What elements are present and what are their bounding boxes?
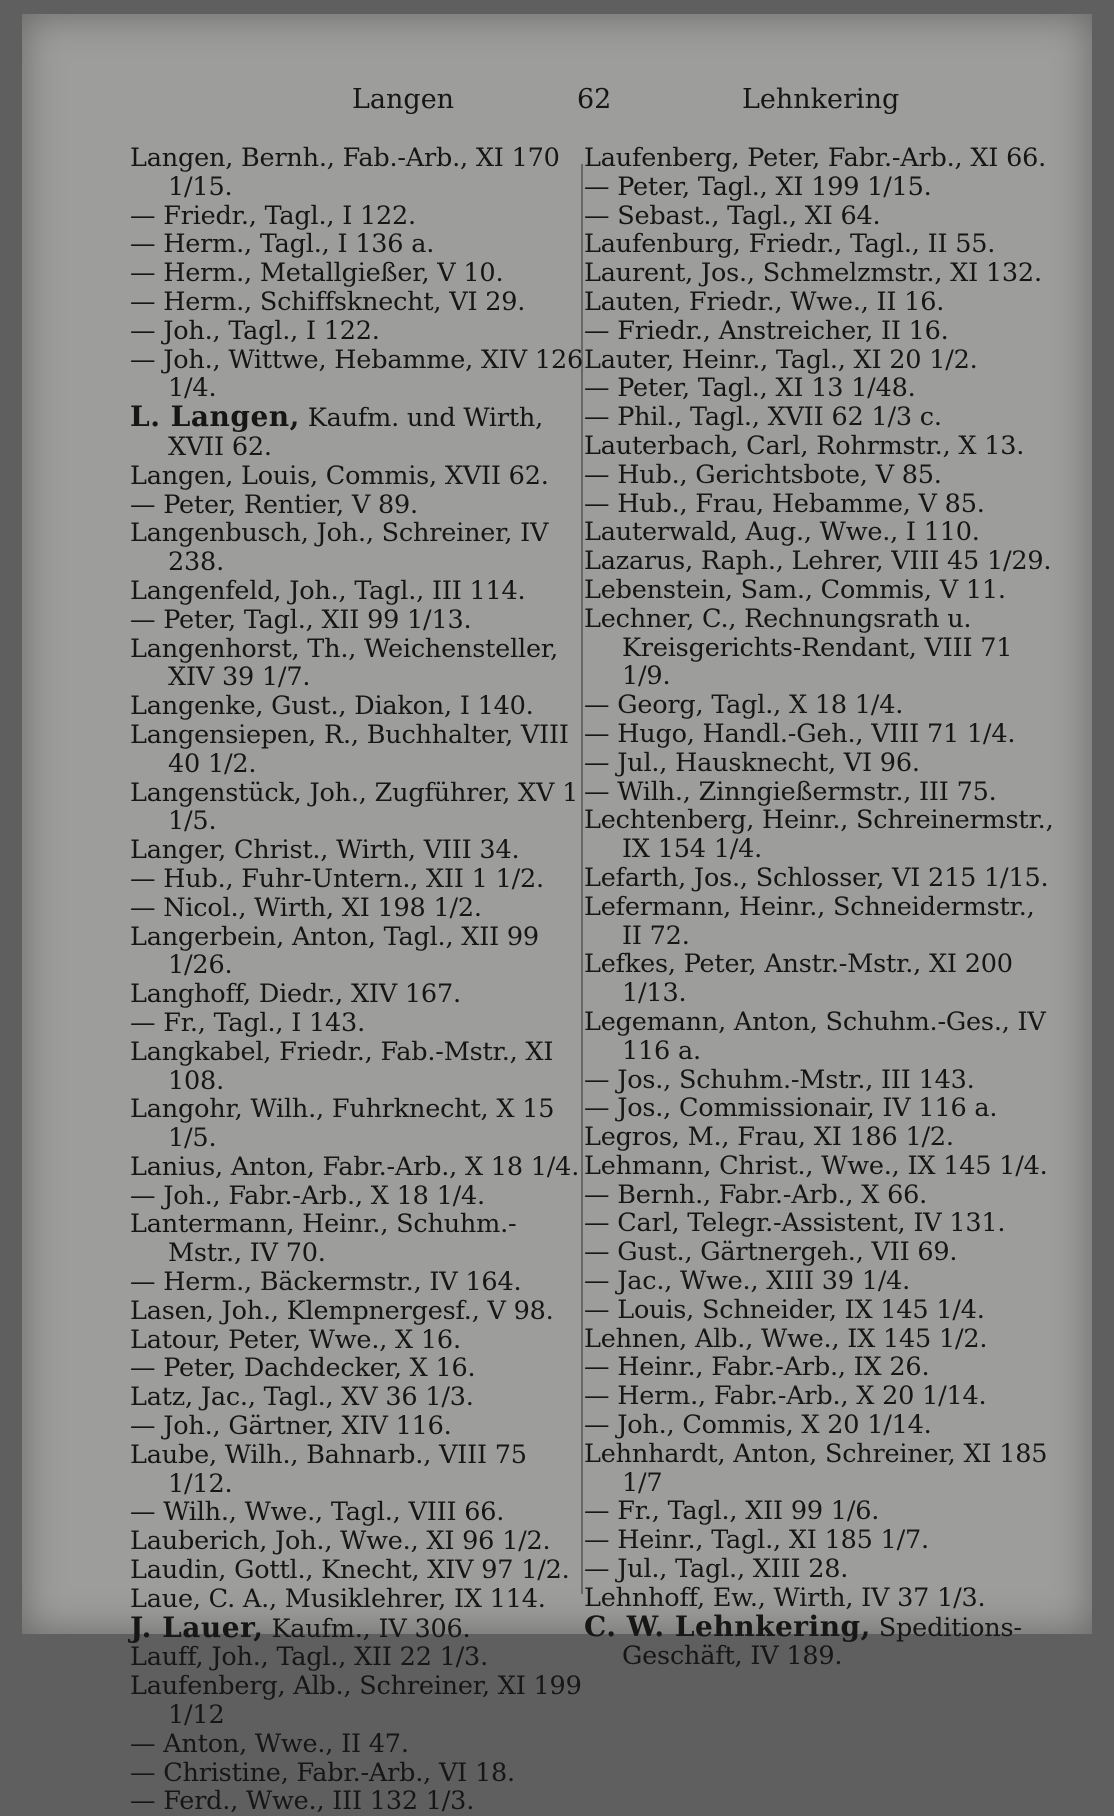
- directory-entry: — Joh., Gärtner, XIV 116.: [130, 1411, 452, 1442]
- directory-entry: — Sebast., Tagl., XI 64.: [584, 200, 881, 231]
- directory-entry: Lauff, Joh., Tagl., XII 22 1/3.: [130, 1642, 488, 1673]
- directory-entry: — Hub., Frau, Hebamme, V 85.: [584, 488, 985, 519]
- entry-rest: Speditions-Geschäft, IV 189.: [622, 1612, 1022, 1672]
- directory-entry: — Bernh., Fabr.-Arb., X 66.: [584, 1179, 928, 1210]
- entry-bold-name: J. Lauer,: [130, 1610, 264, 1644]
- directory-entry: — Christine, Fabr.-Arb., VI 18.: [130, 1757, 515, 1788]
- directory-entry: Legemann, Anton, Schuhm.-Ges., IV 116 a.: [584, 1006, 1046, 1066]
- directory-entry: Laufenberg, Alb., Schreiner, XI 199 1/12: [130, 1671, 582, 1731]
- directory-entry: Langerbein, Anton, Tagl., XII 99 1/26.: [130, 921, 539, 981]
- directory-entry: — Jac., Wwe., XIII 39 1/4.: [584, 1266, 911, 1297]
- directory-entry: — Fr., Tagl., I 143.: [130, 1007, 365, 1038]
- directory-entry: [130, 400, 590, 462]
- directory-entry: — Heinr., Fabr.-Arb., IX 26.: [584, 1352, 930, 1383]
- directory-entry: Langen, Bernh., Fab.-Arb., XI 170 1/15.: [130, 143, 560, 202]
- directory-entry: Lauterbach, Carl, Rohrmstr., X 13.: [584, 430, 1025, 461]
- directory-entry: — Jul., Tagl., XIII 28.: [584, 1554, 849, 1585]
- directory-entry: [584, 1609, 1054, 1672]
- directory-entry: Laurent, Jos., Schmelzmstr., XI 132.: [584, 258, 1042, 289]
- directory-entry: Langer, Christ., Wirth, VIII 34.: [130, 835, 520, 866]
- entry-rest: Kaufm. und Wirth, XVII 62.: [168, 403, 544, 462]
- directory-entry: — Jos., Commissionair, IV 116 a.: [584, 1093, 998, 1124]
- directory-entry: Lefkes, Peter, Anstr.-Mstr., XI 200 1/13.: [584, 949, 1013, 1009]
- header-left-keyword: Langen: [352, 84, 455, 115]
- directory-entry: Lechner, C., Rechnungsrath u. Kreisgerichts-Rendant, VIII 71 1/9.: [584, 603, 1013, 692]
- directory-entry: — Peter, Tagl., XII 99 1/13.: [130, 604, 472, 635]
- directory-entry: — Herm., Metallgießer, V 10.: [130, 258, 504, 289]
- directory-entry: Lauten, Friedr., Wwe., II 16.: [584, 286, 945, 317]
- directory-entry: — Friedr., Anstreicher, II 16.: [584, 315, 949, 346]
- directory-entry: — Louis, Schneider, IX 145 1/4.: [584, 1294, 985, 1325]
- directory-entry: Laue, C. A., Musiklehrer, IX 114.: [130, 1583, 546, 1614]
- directory-entry: — Joh., Fabr.-Arb., X 18 1/4.: [130, 1180, 485, 1211]
- directory-entry: — Anton, Wwe., II 47.: [130, 1728, 409, 1759]
- directory-entry: Langohr, Wilh., Fuhrknecht, X 15 1/5.: [130, 1094, 555, 1154]
- directory-entry: Lanius, Anton, Fabr.-Arb., X 18 1/4.: [130, 1151, 580, 1182]
- directory-entry: — Joh., Commis, X 20 1/14.: [584, 1410, 932, 1441]
- header-right-keyword: Lehnkering: [742, 84, 900, 115]
- directory-entry: Laufenberg, Peter, Fabr.-Arb., XI 66.: [584, 143, 1047, 173]
- directory-entry: Lehnhardt, Anton, Schreiner, XI 185 1/7: [584, 1438, 1048, 1498]
- entry-bold-name: C. W. Lehnkering,: [584, 1609, 871, 1643]
- directory-entry: — Fr., Tagl., XII 99 1/6.: [584, 1496, 880, 1527]
- directory-entry: Lasen, Joh., Klempnergesf., V 98.: [130, 1295, 554, 1326]
- directory-entry: Langenstück, Joh., Zugführer, XV 1 1/5.: [130, 777, 579, 837]
- directory-entry: Langenke, Gust., Diakon, I 140.: [130, 691, 534, 722]
- directory-entry: — Jul., Hausknecht, VI 96.: [584, 747, 920, 778]
- directory-entry: — Herm., Tagl., I 136 a.: [130, 229, 435, 260]
- directory-entry: Lehnhoff, Ew., Wirth, IV 37 1/3.: [584, 1582, 986, 1613]
- directory-entry: — Wilh., Wwe., Tagl., VIII 66.: [130, 1497, 505, 1528]
- entry-bold-name: L. Langen,: [130, 400, 300, 434]
- directory-entry: — Jos., Schuhm.-Mstr., III 143.: [584, 1064, 975, 1095]
- directory-entry: Langenfeld, Joh., Tagl., III 114.: [130, 575, 526, 606]
- directory-entry: — Friedr., Tagl., I 122.: [130, 200, 416, 231]
- directory-entry: Latz, Jac., Tagl., XV 36 1/3.: [130, 1382, 474, 1413]
- directory-entry: — Hugo, Handl.-Geh., VIII 71 1/4.: [584, 718, 1016, 749]
- directory-entry: Laube, Wilh., Bahnarb., VIII 75 1/12.: [130, 1439, 527, 1499]
- directory-entry: — Herm., Bäckermstr., IV 164.: [130, 1267, 522, 1298]
- directory-entry: Langhoff, Diedr., XIV 167.: [130, 979, 461, 1010]
- directory-entry: Lehnen, Alb., Wwe., IX 145 1/2.: [584, 1323, 988, 1354]
- directory-entry: — Ferd., Wwe., III 132 1/3.: [130, 1786, 475, 1816]
- directory-entry: — Hub., Fuhr-Untern., XII 1 1/2.: [130, 863, 544, 894]
- directory-entry: Laufenburg, Friedr., Tagl., II 55.: [584, 229, 996, 260]
- directory-entry: [130, 1610, 590, 1644]
- directory-entry: Lefarth, Jos., Schlosser, VI 215 1/15.: [584, 862, 1049, 893]
- directory-entry: Lebenstein, Sam., Commis, V 11.: [584, 574, 1006, 605]
- directory-entry: — Nicol., Wirth, XI 198 1/2.: [130, 892, 482, 923]
- directory-entry: Laudin, Gottl., Knecht, XIV 97 1/2.: [130, 1555, 570, 1586]
- directory-entry: Lefermann, Heinr., Schneidermstr., II 72.: [584, 891, 1035, 951]
- directory-entry: — Georg, Tagl., X 18 1/4.: [584, 690, 904, 721]
- left-column: [130, 144, 590, 1816]
- directory-entry: — Hub., Gerichtsbote, V 85.: [584, 459, 942, 490]
- directory-entry: Lazarus, Raph., Lehrer, VIII 45 1/29.: [584, 546, 1052, 577]
- directory-entry: — Peter, Rentier, V 89.: [130, 489, 418, 520]
- directory-entry: — Wilh., Zinngießermstr., III 75.: [584, 776, 997, 807]
- directory-entry: Langenbusch, Joh., Schreiner, IV 238.: [130, 518, 549, 578]
- directory-entry: — Peter, Tagl., XI 13 1/48.: [584, 373, 916, 404]
- directory-page: [22, 14, 1092, 1816]
- page-header: [22, 84, 1092, 134]
- directory-entry: Latour, Peter, Wwe., X 16.: [130, 1324, 461, 1355]
- directory-entry: — Gust., Gärtnergeh., VII 69.: [584, 1237, 958, 1268]
- right-column: [584, 144, 1054, 1671]
- directory-entry: Lauterwald, Aug., Wwe., I 110.: [584, 517, 980, 548]
- directory-entry: Langkabel, Friedr., Fab.-Mstr., XI 108.: [130, 1036, 554, 1096]
- directory-entry: — Joh., Tagl., I 122.: [130, 315, 380, 346]
- directory-entry: Lantermann, Heinr., Schuhm.-Mstr., IV 70.: [130, 1209, 517, 1269]
- directory-entry: Lauter, Heinr., Tagl., XI 20 1/2.: [584, 344, 978, 375]
- page-number: 62: [577, 84, 612, 115]
- directory-entry: Langen, Louis, Commis, XVII 62.: [130, 460, 549, 491]
- entry-rest: Kaufm., IV 306.: [263, 1613, 471, 1644]
- directory-entry: — Herm., Fabr.-Arb., X 20 1/14.: [584, 1381, 987, 1412]
- directory-entry: Lauberich, Joh., Wwe., XI 96 1/2.: [130, 1526, 551, 1557]
- directory-entry: Lechtenberg, Heinr., Schreinermstr., IX 154 1/4.: [584, 805, 1054, 865]
- directory-entry: Langenhorst, Th., Weichensteller, XIV 39 1/7.: [130, 633, 558, 693]
- directory-entry: Legros, M., Frau, XI 186 1/2.: [584, 1122, 954, 1153]
- directory-entry: — Heinr., Tagl., XI 185 1/7.: [584, 1525, 929, 1556]
- directory-entry: Langensiepen, R., Buchhalter, VIII 40 1/2.: [130, 719, 569, 779]
- directory-entry: — Peter, Dachdecker, X 16.: [130, 1353, 476, 1384]
- directory-entry: — Phil., Tagl., XVII 62 1/3 c.: [584, 402, 942, 433]
- directory-entry: Lehmann, Christ., Wwe., IX 145 1/4.: [584, 1150, 1048, 1181]
- directory-entry: — Joh., Wittwe, Hebamme, XIV 126 1/4.: [130, 344, 583, 404]
- directory-entry: — Carl, Telegr.-Assistent, IV 131.: [584, 1208, 1006, 1239]
- directory-entry: — Peter, Tagl., XI 199 1/15.: [584, 171, 932, 202]
- directory-entry: — Herm., Schiffsknecht, VI 29.: [130, 286, 526, 317]
